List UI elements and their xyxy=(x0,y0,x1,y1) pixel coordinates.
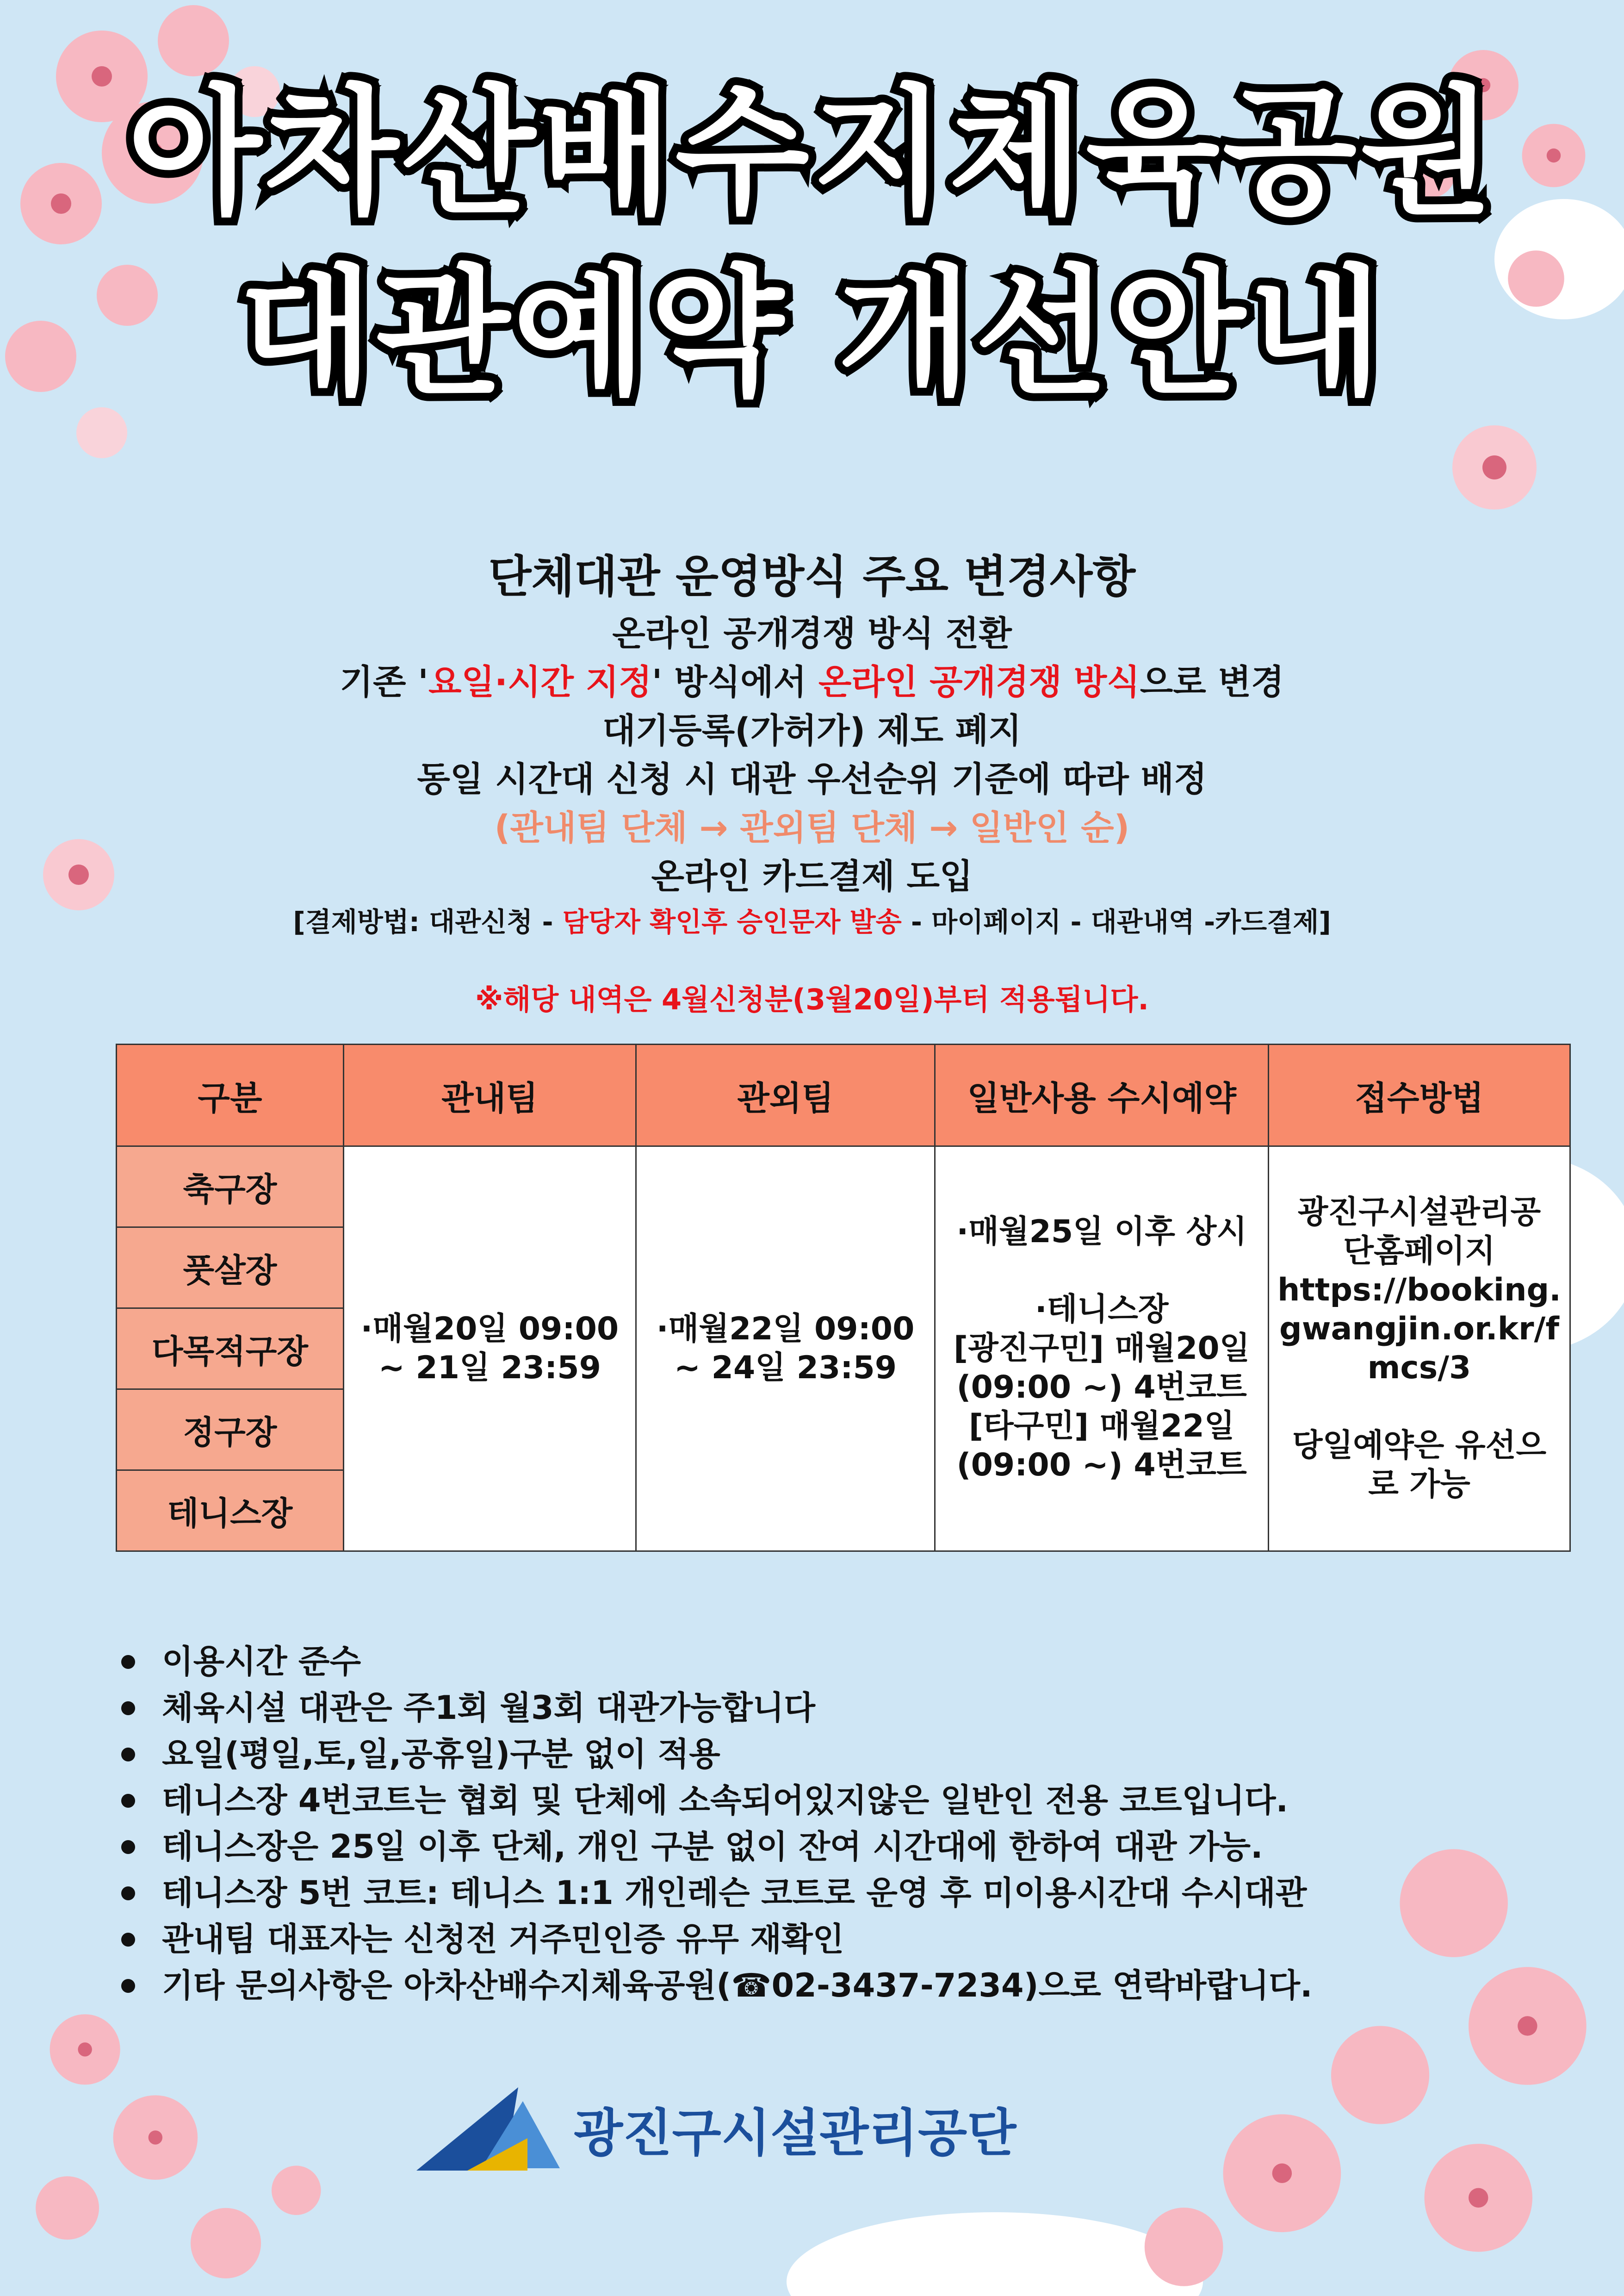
method-line-7: 로 가능 xyxy=(1368,1466,1470,1503)
general-spacer xyxy=(944,1251,1259,1290)
row-label-soft-tennis: 정구장 xyxy=(117,1389,344,1470)
method-line-2: 단홈페이지 xyxy=(1343,1233,1495,1269)
list-item: 요일(평일,토,일,공휴일)구분 없이 적용 xyxy=(116,1731,1313,1777)
notice-line-7-post: - 마이페이지 - 대관내역 -카드결제] xyxy=(901,906,1331,938)
notice-line-3: 대기등록(가허가) 제도 폐지 xyxy=(602,711,1022,751)
cell-outside-team xyxy=(636,1146,935,1551)
method-url-line-1[interactable]: https://booking. xyxy=(1277,1272,1561,1308)
row-label-futsal: 풋살장 xyxy=(117,1227,344,1308)
list-item: 관내팀 대표자는 신청전 거주민인증 유무 재확인 xyxy=(116,1916,1313,1962)
list-item: 테니스장 5번 코트: 테니스 1:1 개인레슨 코트로 운영 후 미이용시간대 수시대관 xyxy=(116,1870,1313,1916)
list-item: 테니스장 4번코트는 협회 및 단체에 소속되어있지않은 일반인 전용 코트입니다. xyxy=(116,1777,1313,1823)
apply-note: ※해당 내역은 4월신청분(3월20일)부터 적용됩니다. xyxy=(475,983,1149,1016)
cherry-blossom-icon xyxy=(1434,407,1555,528)
notice-line-7-pre: [결제방법: 대관신청 - xyxy=(293,906,563,938)
notice-line-2-post: 으로 변경 xyxy=(1140,662,1284,702)
list-item: 테니스장은 25일 이후 단체, 개인 구분 없이 잔여 시간대에 한하여 대관 가능. xyxy=(116,1823,1313,1870)
cell-method xyxy=(1268,1146,1570,1551)
inside-team-line-2: ~ 21일 23:59 xyxy=(378,1350,601,1386)
notice-line-5: (관내팀 단체 → 관외팀 단체 → 일반인 순) xyxy=(494,808,1130,848)
method-line-6: 당일예약은 유선으 xyxy=(1292,1427,1547,1464)
outside-team-line-2: ~ 24일 23:59 xyxy=(674,1350,897,1386)
method-spacer xyxy=(1277,1388,1561,1426)
row-label-tennis: 테니스장 xyxy=(117,1470,344,1551)
notice-line-2-pre: 기존 ' xyxy=(340,662,428,702)
general-line-6: [타구민] 매월22일 xyxy=(968,1408,1235,1444)
notice-line-2-red2: 온라인 공개경쟁 방식 xyxy=(818,662,1140,702)
notice-line-1: 온라인 공개경쟁 방식 전환 xyxy=(612,614,1012,653)
inside-team-line-1: ·매월20일 09:00 xyxy=(360,1311,619,1347)
notice-line-7 xyxy=(0,900,1624,939)
row-label-multipurpose: 다목적구장 xyxy=(117,1308,344,1389)
method-url-line-2[interactable]: gwangjin.or.kr/f xyxy=(1279,1311,1559,1347)
header-category: 구분 xyxy=(117,1045,344,1146)
notice-line-2-red1: 요일·시간 지정 xyxy=(428,662,652,702)
header-general: 일반사용 수시예약 xyxy=(935,1045,1269,1146)
info-bullet-list xyxy=(116,1638,1313,2009)
sail-logo-icon xyxy=(412,2083,564,2175)
general-line-5: (09:00 ~) 4번코트 xyxy=(956,1369,1247,1406)
cell-general xyxy=(935,1146,1269,1551)
main-title-line1: 아차산배수지체육공원 xyxy=(128,72,1496,233)
header-inside-team: 관내팀 xyxy=(343,1045,636,1146)
general-line-4: [광진구민] 매월20일 xyxy=(954,1330,1250,1367)
notice-heading: 단체대관 운영방식 주요 변경사항 xyxy=(488,551,1136,603)
header-method: 접수방법 xyxy=(1268,1045,1570,1146)
general-line-3: ·테니스장 xyxy=(1035,1291,1169,1328)
method-line-1: 광진구시설관리공 xyxy=(1297,1194,1541,1231)
cell-inside-team xyxy=(343,1146,636,1551)
list-item: 체육시설 대관은 주1회 월3회 대관가능합니다 xyxy=(116,1685,1313,1731)
notice-line-7-red: 담당자 확인후 승인문자 발송 xyxy=(562,906,902,938)
organization-logo xyxy=(412,2083,1016,2175)
method-url-line-3[interactable]: mcs/3 xyxy=(1367,1350,1471,1386)
table-header-row xyxy=(117,1045,1570,1146)
header-outside-team: 관외팀 xyxy=(636,1045,935,1146)
notice-line-4: 동일 시간대 신청 시 대관 우선순위 기준에 따라 배정 xyxy=(417,759,1207,799)
list-item: 이용시간 준수 xyxy=(116,1638,1313,1685)
row-label-soccer: 축구장 xyxy=(117,1146,344,1227)
notice-line-2-mid: ' 방식에서 xyxy=(651,662,818,702)
notice-line-2 xyxy=(0,655,1624,704)
notice-line-6: 온라인 카드결제 도입 xyxy=(651,857,973,896)
general-line-1: ·매월25일 이후 상시 xyxy=(956,1213,1247,1250)
schedule-table xyxy=(116,1044,1571,1552)
table-row xyxy=(117,1146,1570,1227)
main-title-line2: 대관예약 개선안내 xyxy=(239,252,1385,414)
list-item: 기타 문의사항은 아차산배수지체육공원(☎02-3437-7234)으로 연락바랍니다. xyxy=(116,1962,1313,2009)
outside-team-line-1: ·매월22일 09:00 xyxy=(656,1311,915,1347)
general-line-7: (09:00 ~) 4번코트 xyxy=(956,1447,1247,1483)
logo-text: 광진구시설관리공단 xyxy=(574,2103,1017,2163)
